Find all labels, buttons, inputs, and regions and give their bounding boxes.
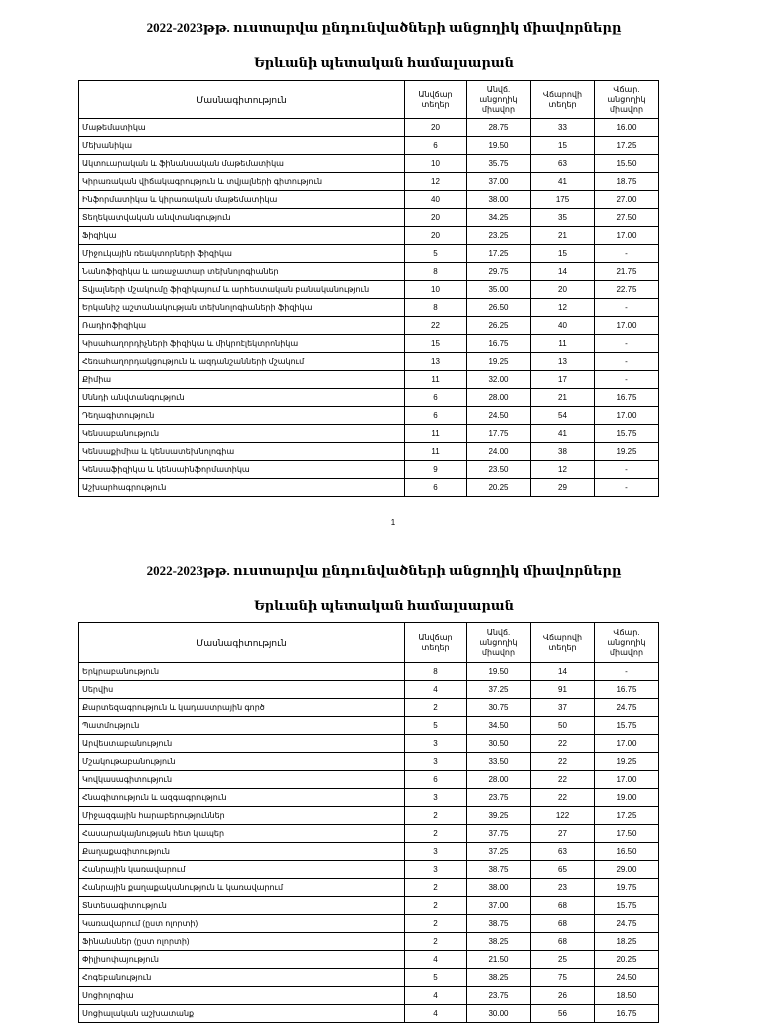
free-places-cell: 2 bbox=[405, 933, 467, 951]
table-row bbox=[79, 155, 659, 173]
free-score-cell: 37.25 bbox=[467, 681, 531, 699]
header-free-places: Անվճար տեղեր bbox=[405, 81, 467, 119]
paid-score-cell: 16.50 bbox=[595, 843, 659, 861]
table-row bbox=[79, 753, 659, 771]
paid-score-cell: 17.00 bbox=[595, 227, 659, 245]
table-row bbox=[79, 371, 659, 389]
table-row bbox=[79, 771, 659, 789]
free-score-cell: 39.25 bbox=[467, 807, 531, 825]
free-score-cell: 32.00 bbox=[467, 371, 531, 389]
paid-score-cell: 18.75 bbox=[595, 173, 659, 191]
paid-score-cell: - bbox=[595, 461, 659, 479]
specialty-cell: Նանոֆիզիկա և առաջատար տեխնոլոգիաներ bbox=[79, 263, 405, 281]
paid-places-cell: 63 bbox=[531, 843, 595, 861]
table-row bbox=[79, 245, 659, 263]
paid-places-cell: 12 bbox=[531, 461, 595, 479]
paid-score-cell: 19.00 bbox=[595, 789, 659, 807]
paid-places-cell: 68 bbox=[531, 915, 595, 933]
paid-places-cell: 22 bbox=[531, 771, 595, 789]
free-score-cell: 30.00 bbox=[467, 1005, 531, 1023]
free-score-cell: 23.75 bbox=[467, 987, 531, 1005]
free-places-cell: 2 bbox=[405, 825, 467, 843]
paid-places-cell: 14 bbox=[531, 663, 595, 681]
paid-places-cell: 65 bbox=[531, 861, 595, 879]
free-score-cell: 37.75 bbox=[467, 825, 531, 843]
specialty-cell: Հասարակայնության հետ կապեր bbox=[79, 825, 405, 843]
specialty-cell: Ֆինանսներ (ըստ ոլորտի) bbox=[79, 933, 405, 951]
free-places-cell: 40 bbox=[405, 191, 467, 209]
paid-score-cell: 17.50 bbox=[595, 825, 659, 843]
paid-score-cell: 29.00 bbox=[595, 861, 659, 879]
table-row bbox=[79, 789, 659, 807]
specialty-cell: Կովկասագիտություն bbox=[79, 771, 405, 789]
table-body bbox=[79, 119, 659, 497]
table-row bbox=[79, 951, 659, 969]
free-score-cell: 30.50 bbox=[467, 735, 531, 753]
paid-score-cell: 17.25 bbox=[595, 807, 659, 825]
paid-places-cell: 27 bbox=[531, 825, 595, 843]
paid-places-cell: 13 bbox=[531, 353, 595, 371]
header-paid-score: Վճար. անցողիկ միավոր bbox=[595, 81, 659, 119]
free-score-cell: 34.25 bbox=[467, 209, 531, 227]
paid-places-cell: 21 bbox=[531, 389, 595, 407]
paid-score-cell: 16.75 bbox=[595, 389, 659, 407]
specialty-cell: Տեղեկատվական անվտանգություն bbox=[79, 209, 405, 227]
free-score-cell: 19.50 bbox=[467, 663, 531, 681]
free-places-cell: 8 bbox=[405, 263, 467, 281]
table-row bbox=[79, 681, 659, 699]
free-score-cell: 24.00 bbox=[467, 443, 531, 461]
specialty-cell: Երկրաբանություն bbox=[79, 663, 405, 681]
paid-places-cell: 91 bbox=[531, 681, 595, 699]
table-row bbox=[79, 191, 659, 209]
specialty-cell: Կիրառական վիճակագրություն և տվյալների գիտություն bbox=[79, 173, 405, 191]
table-row bbox=[79, 861, 659, 879]
table-row bbox=[79, 317, 659, 335]
free-places-cell: 3 bbox=[405, 843, 467, 861]
paid-places-cell: 22 bbox=[531, 789, 595, 807]
free-places-cell: 6 bbox=[405, 771, 467, 789]
paid-score-cell: 22.75 bbox=[595, 281, 659, 299]
free-places-cell: 4 bbox=[405, 987, 467, 1005]
table-row bbox=[79, 699, 659, 717]
free-places-cell: 3 bbox=[405, 789, 467, 807]
free-places-cell: 20 bbox=[405, 119, 467, 137]
paid-places-cell: 15 bbox=[531, 137, 595, 155]
page-number: 1 bbox=[390, 518, 396, 527]
free-places-cell: 20 bbox=[405, 209, 467, 227]
specialty-cell: Քիմիա bbox=[79, 371, 405, 389]
free-score-cell: 37.00 bbox=[467, 897, 531, 915]
paid-places-cell: 21 bbox=[531, 227, 595, 245]
paid-score-cell: 21.75 bbox=[595, 263, 659, 281]
free-places-cell: 2 bbox=[405, 897, 467, 915]
paid-places-cell: 40 bbox=[531, 317, 595, 335]
specialty-cell: Կիսահաղորդիչների ֆիզիկա և միկրոէլեկտրոնիկա bbox=[79, 335, 405, 353]
admission-table bbox=[78, 622, 659, 1023]
table-row bbox=[79, 335, 659, 353]
paid-score-cell: - bbox=[595, 479, 659, 497]
paid-score-cell: 18.50 bbox=[595, 987, 659, 1005]
free-places-cell: 9 bbox=[405, 461, 467, 479]
paid-places-cell: 25 bbox=[531, 951, 595, 969]
free-score-cell: 28.75 bbox=[467, 119, 531, 137]
specialty-cell: Քարտեզագրություն և կադաստրային գործ bbox=[79, 699, 405, 717]
free-score-cell: 17.25 bbox=[467, 245, 531, 263]
free-score-cell: 26.50 bbox=[467, 299, 531, 317]
table-row bbox=[79, 717, 659, 735]
free-score-cell: 37.25 bbox=[467, 843, 531, 861]
free-score-cell: 29.75 bbox=[467, 263, 531, 281]
specialty-cell: Հանրային կառավարում bbox=[79, 861, 405, 879]
table-row bbox=[79, 807, 659, 825]
paid-score-cell: 17.00 bbox=[595, 771, 659, 789]
specialty-cell: Հանրային քաղաքականություն և կառավարում bbox=[79, 879, 405, 897]
specialty-cell: Տվյալների մշակումը ֆիզիկայում և արհեստական բանականություն bbox=[79, 281, 405, 299]
paid-score-cell: 24.75 bbox=[595, 699, 659, 717]
free-places-cell: 11 bbox=[405, 443, 467, 461]
free-score-cell: 23.25 bbox=[467, 227, 531, 245]
free-score-cell: 20.25 bbox=[467, 479, 531, 497]
table-row bbox=[79, 263, 659, 281]
free-places-cell: 3 bbox=[405, 753, 467, 771]
specialty-cell: Պատմություն bbox=[79, 717, 405, 735]
paid-score-cell: 17.00 bbox=[595, 317, 659, 335]
table-row bbox=[79, 299, 659, 317]
paid-score-cell: 15.50 bbox=[595, 155, 659, 173]
specialty-cell: Երկանիշ աշտանակության տեխնոլոգիաների ֆիզիկա bbox=[79, 299, 405, 317]
paid-score-cell: - bbox=[595, 371, 659, 389]
specialty-cell: Սննդի անվտանգություն bbox=[79, 389, 405, 407]
paid-score-cell: 15.75 bbox=[595, 717, 659, 735]
free-places-cell: 20 bbox=[405, 227, 467, 245]
paid-places-cell: 54 bbox=[531, 407, 595, 425]
free-score-cell: 28.00 bbox=[467, 771, 531, 789]
paid-places-cell: 75 bbox=[531, 969, 595, 987]
header-free-score: Անվճ. անցողիկ միավոր bbox=[467, 623, 531, 663]
specialty-cell: Սոցիոլոգիա bbox=[79, 987, 405, 1005]
specialty-cell: Ռադիոֆիզիկա bbox=[79, 317, 405, 335]
paid-places-cell: 17 bbox=[531, 371, 595, 389]
table-row bbox=[79, 663, 659, 681]
paid-score-cell: - bbox=[595, 335, 659, 353]
header-free-score: Անվճ. անցողիկ միավոր bbox=[467, 81, 531, 119]
paid-places-cell: 29 bbox=[531, 479, 595, 497]
paid-score-cell: 19.25 bbox=[595, 443, 659, 461]
paid-score-cell: - bbox=[595, 245, 659, 263]
free-score-cell: 19.50 bbox=[467, 137, 531, 155]
free-places-cell: 5 bbox=[405, 717, 467, 735]
free-places-cell: 15 bbox=[405, 335, 467, 353]
specialty-cell: Միջազգային հարաբերություններ bbox=[79, 807, 405, 825]
paid-places-cell: 22 bbox=[531, 753, 595, 771]
table-row bbox=[79, 879, 659, 897]
specialty-cell: Սոցիալական աշխատանք bbox=[79, 1005, 405, 1023]
free-places-cell: 4 bbox=[405, 951, 467, 969]
table-row bbox=[79, 1005, 659, 1023]
paid-score-cell: 24.50 bbox=[595, 969, 659, 987]
free-places-cell: 3 bbox=[405, 735, 467, 753]
free-places-cell: 4 bbox=[405, 1005, 467, 1023]
paid-score-cell: 27.50 bbox=[595, 209, 659, 227]
free-score-cell: 38.00 bbox=[467, 191, 531, 209]
free-places-cell: 4 bbox=[405, 681, 467, 699]
table-row bbox=[79, 227, 659, 245]
table-row bbox=[79, 987, 659, 1005]
specialty-cell: Ֆիզիկա bbox=[79, 227, 405, 245]
free-score-cell: 38.25 bbox=[467, 969, 531, 987]
table-row bbox=[79, 353, 659, 371]
paid-places-cell: 63 bbox=[531, 155, 595, 173]
specialty-cell: Ակտուարական և ֆինանսական մաթեմատիկա bbox=[79, 155, 405, 173]
free-places-cell: 2 bbox=[405, 699, 467, 717]
paid-score-cell: - bbox=[595, 663, 659, 681]
specialty-cell: Մեխանիկա bbox=[79, 137, 405, 155]
free-score-cell: 35.75 bbox=[467, 155, 531, 173]
specialty-cell: Աշխարհագրություն bbox=[79, 479, 405, 497]
paid-places-cell: 33 bbox=[531, 119, 595, 137]
page-title: 2022-2023թթ. ուստարվա ընդունվածների անցողիկ միավորները bbox=[146, 20, 622, 35]
specialty-cell: Դեղագիտություն bbox=[79, 407, 405, 425]
paid-score-cell: - bbox=[595, 353, 659, 371]
free-score-cell: 38.75 bbox=[467, 915, 531, 933]
free-places-cell: 10 bbox=[405, 281, 467, 299]
table-row bbox=[79, 843, 659, 861]
paid-places-cell: 175 bbox=[531, 191, 595, 209]
free-places-cell: 8 bbox=[405, 299, 467, 317]
free-places-cell: 5 bbox=[405, 245, 467, 263]
page-title: 2022-2023թթ. ուստարվա ընդունվածների անցողիկ միավորները bbox=[146, 563, 622, 578]
table-row bbox=[79, 389, 659, 407]
free-places-cell: 2 bbox=[405, 915, 467, 933]
paid-places-cell: 15 bbox=[531, 245, 595, 263]
paid-places-cell: 14 bbox=[531, 263, 595, 281]
admission-table bbox=[78, 80, 659, 497]
paid-places-cell: 23 bbox=[531, 879, 595, 897]
free-score-cell: 26.25 bbox=[467, 317, 531, 335]
paid-score-cell: 16.00 bbox=[595, 119, 659, 137]
specialty-cell: Սերվիս bbox=[79, 681, 405, 699]
paid-places-cell: 41 bbox=[531, 425, 595, 443]
table-row bbox=[79, 933, 659, 951]
paid-places-cell: 68 bbox=[531, 897, 595, 915]
specialty-cell: Արվեստաբանություն bbox=[79, 735, 405, 753]
paid-score-cell: 27.00 bbox=[595, 191, 659, 209]
university-name: Երևանի պետական համալսարան bbox=[254, 55, 514, 70]
free-score-cell: 23.75 bbox=[467, 789, 531, 807]
paid-places-cell: 12 bbox=[531, 299, 595, 317]
free-places-cell: 12 bbox=[405, 173, 467, 191]
header-paid-places: Վճարովի տեղեր bbox=[531, 81, 595, 119]
specialty-cell: Փիլիսոփայություն bbox=[79, 951, 405, 969]
free-places-cell: 6 bbox=[405, 479, 467, 497]
free-places-cell: 2 bbox=[405, 879, 467, 897]
paid-places-cell: 20 bbox=[531, 281, 595, 299]
specialty-cell: Կենսաֆիզիկա և կենսաինֆորմատիկա bbox=[79, 461, 405, 479]
free-score-cell: 38.25 bbox=[467, 933, 531, 951]
table-body bbox=[79, 663, 659, 1023]
paid-places-cell: 37 bbox=[531, 699, 595, 717]
paid-places-cell: 56 bbox=[531, 1005, 595, 1023]
paid-score-cell: 19.75 bbox=[595, 879, 659, 897]
free-places-cell: 6 bbox=[405, 137, 467, 155]
free-score-cell: 19.25 bbox=[467, 353, 531, 371]
paid-score-cell: 20.25 bbox=[595, 951, 659, 969]
specialty-cell: Մաթեմատիկա bbox=[79, 119, 405, 137]
header-paid-score: Վճար. անցողիկ միավոր bbox=[595, 623, 659, 663]
specialty-cell: Հոգեբանություն bbox=[79, 969, 405, 987]
table-row bbox=[79, 443, 659, 461]
table-row bbox=[79, 915, 659, 933]
free-places-cell: 3 bbox=[405, 861, 467, 879]
free-places-cell: 2 bbox=[405, 807, 467, 825]
free-score-cell: 38.75 bbox=[467, 861, 531, 879]
paid-places-cell: 122 bbox=[531, 807, 595, 825]
specialty-cell: Մշակութաբանություն bbox=[79, 753, 405, 771]
table-row bbox=[79, 969, 659, 987]
specialty-cell: Միջուկային ռեակտորների ֆիզիկա bbox=[79, 245, 405, 263]
paid-score-cell: 16.75 bbox=[595, 681, 659, 699]
paid-score-cell: 15.75 bbox=[595, 897, 659, 915]
free-score-cell: 16.75 bbox=[467, 335, 531, 353]
free-score-cell: 30.75 bbox=[467, 699, 531, 717]
table-row bbox=[79, 735, 659, 753]
free-places-cell: 13 bbox=[405, 353, 467, 371]
specialty-cell: Կառավարում (ըստ ոլորտի) bbox=[79, 915, 405, 933]
table-row bbox=[79, 825, 659, 843]
free-score-cell: 21.50 bbox=[467, 951, 531, 969]
specialty-cell: Տնտեսագիտություն bbox=[79, 897, 405, 915]
free-places-cell: 5 bbox=[405, 969, 467, 987]
paid-score-cell: 17.00 bbox=[595, 735, 659, 753]
free-score-cell: 38.00 bbox=[467, 879, 531, 897]
free-score-cell: 37.00 bbox=[467, 173, 531, 191]
paid-score-cell: 15.75 bbox=[595, 425, 659, 443]
paid-score-cell: 17.00 bbox=[595, 407, 659, 425]
header-specialty: Մասնագիտություն bbox=[79, 623, 405, 663]
specialty-cell: Կենսաբանություն bbox=[79, 425, 405, 443]
free-score-cell: 28.00 bbox=[467, 389, 531, 407]
specialty-cell: Հնագիտություն և ազգագրություն bbox=[79, 789, 405, 807]
paid-places-cell: 41 bbox=[531, 173, 595, 191]
table-row bbox=[79, 209, 659, 227]
paid-places-cell: 26 bbox=[531, 987, 595, 1005]
paid-places-cell: 38 bbox=[531, 443, 595, 461]
table-row bbox=[79, 407, 659, 425]
paid-score-cell: 24.75 bbox=[595, 915, 659, 933]
specialty-cell: Կենսաքիմիա և կենսատեխնոլոգիա bbox=[79, 443, 405, 461]
paid-score-cell: 17.25 bbox=[595, 137, 659, 155]
table-row bbox=[79, 137, 659, 155]
paid-places-cell: 50 bbox=[531, 717, 595, 735]
free-score-cell: 35.00 bbox=[467, 281, 531, 299]
free-places-cell: 6 bbox=[405, 389, 467, 407]
header-paid-places: Վճարովի տեղեր bbox=[531, 623, 595, 663]
specialty-cell: Քաղաքագիտություն bbox=[79, 843, 405, 861]
university-name: Երևանի պետական համալսարան bbox=[254, 598, 514, 613]
free-score-cell: 17.75 bbox=[467, 425, 531, 443]
free-score-cell: 34.50 bbox=[467, 717, 531, 735]
table-row bbox=[79, 281, 659, 299]
paid-places-cell: 11 bbox=[531, 335, 595, 353]
paid-score-cell: - bbox=[595, 299, 659, 317]
paid-places-cell: 68 bbox=[531, 933, 595, 951]
free-places-cell: 11 bbox=[405, 371, 467, 389]
header-specialty: Մասնագիտություն bbox=[79, 81, 405, 119]
specialty-cell: Ինֆորմատիկա և կիրառական մաթեմատիկա bbox=[79, 191, 405, 209]
table-row bbox=[79, 479, 659, 497]
free-places-cell: 22 bbox=[405, 317, 467, 335]
free-places-cell: 10 bbox=[405, 155, 467, 173]
paid-score-cell: 19.25 bbox=[595, 753, 659, 771]
free-score-cell: 33.50 bbox=[467, 753, 531, 771]
header-free-places: Անվճար տեղեր bbox=[405, 623, 467, 663]
free-score-cell: 24.50 bbox=[467, 407, 531, 425]
specialty-cell: Հեռահաղորդակցություն և ազդանշանների մշակում bbox=[79, 353, 405, 371]
paid-places-cell: 35 bbox=[531, 209, 595, 227]
table-row bbox=[79, 173, 659, 191]
free-places-cell: 8 bbox=[405, 663, 467, 681]
paid-places-cell: 22 bbox=[531, 735, 595, 753]
table-row bbox=[79, 461, 659, 479]
free-places-cell: 6 bbox=[405, 407, 467, 425]
table-row bbox=[79, 119, 659, 137]
free-score-cell: 23.50 bbox=[467, 461, 531, 479]
table-row bbox=[79, 425, 659, 443]
paid-score-cell: 16.75 bbox=[595, 1005, 659, 1023]
paid-score-cell: 18.25 bbox=[595, 933, 659, 951]
free-places-cell: 11 bbox=[405, 425, 467, 443]
table-row bbox=[79, 897, 659, 915]
